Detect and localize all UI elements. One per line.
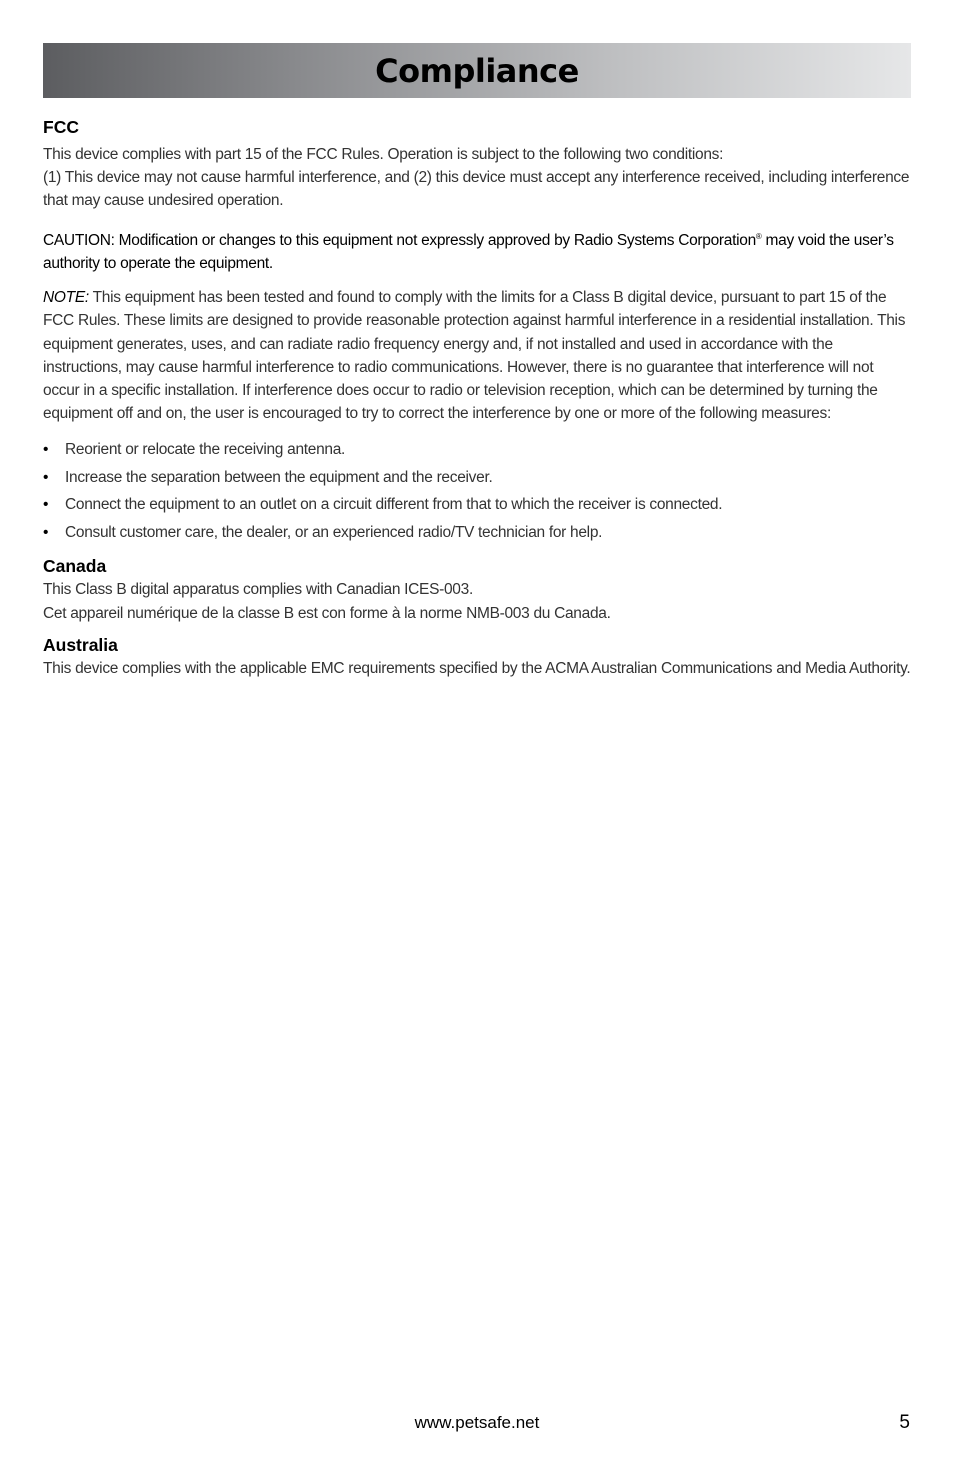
canada-section bbox=[43, 555, 911, 624]
list-item bbox=[43, 519, 911, 547]
canada-heading: Canada bbox=[43, 556, 107, 577]
note-text: This equipment has been tested and found to comply with the limits for a Class B digital device, pursuant to part 15 of the FCC Rules. These limits are designed to provide reasonable protection against harmful interference in a residential installation. This equipment generates, uses, and can radiate radio frequency energy and, if not installed and used in accordance with the instructions, may cause harmful interference to radio communications. However, there is no guarantee that interference will not occur in a specific installation. If interference does occur to radio or television reception, which can be determined by turning the equipment off and on, the user is encouraged to try to correct the interference by one or more of the following measures: bbox=[43, 289, 906, 423]
note-paragraph bbox=[43, 286, 911, 425]
bullet: • bbox=[43, 468, 49, 486]
caution-paragraph bbox=[43, 225, 911, 276]
australia-section bbox=[43, 634, 911, 680]
caution-text-end: may void the user’s authority to operate the equipment. bbox=[43, 231, 894, 272]
fcc-intro bbox=[43, 143, 911, 213]
website-link[interactable]: www.petsafe.net bbox=[414, 1413, 540, 1432]
fcc-intro-line1: This device complies with part 15 of the FCC Rules. Operation is subject to the following two conditions: bbox=[43, 146, 724, 163]
list-item-text: Reorient or relocate the receiving antenna. bbox=[65, 441, 346, 459]
australia-text: This device complies with the applicable EMC requirements specified by the ACMA Australian Communications and Media Authority. bbox=[43, 659, 911, 677]
page-number: 5 bbox=[899, 1412, 910, 1433]
measures-list bbox=[43, 436, 911, 546]
registered-mark: ® bbox=[755, 231, 762, 241]
canada-text bbox=[43, 578, 911, 624]
page-content bbox=[43, 43, 911, 680]
bullet: • bbox=[43, 441, 49, 459]
caution-text: CAUTION: Modification or changes to this equipment not expressly approved by Radio Systems Corporation bbox=[43, 231, 756, 249]
list-item-text: Connect the equipment to an outlet on a circuit different from that to which the receiver is connected. bbox=[65, 496, 723, 514]
bullet: • bbox=[43, 523, 49, 541]
canada-line2: Cet appareil numérique de la classe B est con forme à la norme NMB-003 du Canada. bbox=[43, 604, 611, 622]
canada-line1: This Class B digital apparatus complies with Canadian ICES-003. bbox=[43, 581, 473, 599]
australia-heading: Australia bbox=[43, 634, 118, 655]
list-item bbox=[43, 464, 911, 492]
fcc-intro-line2: (1) This device may not cause harmful interference, and (2) this device must accept any interference received, including interference that may cause undesired operation. bbox=[43, 169, 910, 210]
page-footer bbox=[0, 1410, 954, 1436]
title-banner bbox=[43, 43, 911, 98]
page-title: Compliance bbox=[375, 51, 579, 90]
list-item-text: Increase the separation between the equipment and the receiver. bbox=[65, 468, 493, 486]
list-item bbox=[43, 436, 911, 464]
fcc-heading: FCC bbox=[43, 117, 79, 137]
bullet: • bbox=[43, 496, 49, 514]
fcc-section bbox=[43, 116, 911, 546]
note-label: NOTE: bbox=[43, 289, 89, 307]
list-item-text: Consult customer care, the dealer, or an experienced radio/TV technician for help. bbox=[65, 523, 603, 541]
list-item bbox=[43, 491, 911, 519]
